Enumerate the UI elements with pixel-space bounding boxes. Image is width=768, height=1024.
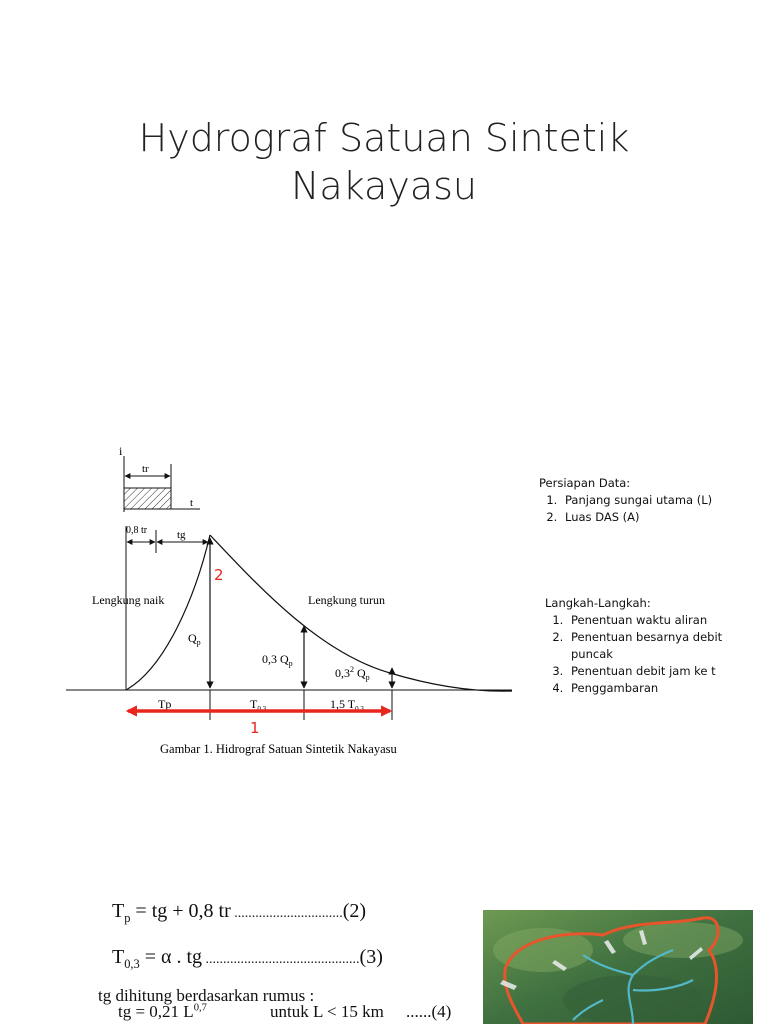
rainfall-block <box>124 488 171 509</box>
rising-limb-label: Lengkung naik <box>92 593 165 607</box>
tr-label: tr <box>142 463 149 475</box>
formula-tg-number: ......(4) <box>406 1002 452 1021</box>
q032-label: $0,3^2$ $Q_p$ <box>335 665 370 682</box>
formula-tp-number: (2) <box>342 900 367 922</box>
rain-t-label: t <box>190 497 194 509</box>
qp-label: $Q_p$ <box>188 631 201 647</box>
segment-t03-label: $T_{0,3}$ <box>250 697 267 713</box>
title-line-2: Nakayasu <box>291 164 477 208</box>
formula-t03 <box>112 946 383 972</box>
steps-list <box>545 612 745 697</box>
preparation-item: 2. Luas DAS (A) <box>561 509 749 526</box>
falling-limb-label: Lengkung turun <box>308 593 385 607</box>
steps-item: 4. Penggambaran <box>567 680 745 697</box>
segment-tp-label: Tp <box>158 697 172 711</box>
preparation-item: 1. Panjang sungai utama (L) <box>561 492 749 509</box>
slide-title <box>84 114 684 210</box>
hydrograph-diagram <box>60 438 520 768</box>
formula-tp <box>112 900 366 926</box>
formula-tg-lhs: tg = 0,21 L <box>118 1002 194 1021</box>
q03-label: 0,3 $Q_p$ <box>262 652 293 668</box>
formula-t03-dots: ............................................ <box>202 952 360 967</box>
formula-note: tg dihitung berdasarkan rumus : <box>98 986 315 1005</box>
steps-item: 3. Penentuan debit jam ke t <box>567 663 745 680</box>
formula-tp-symbol: T <box>112 900 125 922</box>
lag-tg-label: tg <box>177 529 186 541</box>
steps-item: 1. Penentuan waktu aliran <box>567 612 745 629</box>
marker-1: 1 <box>250 719 260 737</box>
steps-notes <box>545 595 745 697</box>
formula-tp-rhs: = tg + 0,8 tr <box>130 900 231 922</box>
formula-tp-sub: p <box>124 911 131 925</box>
formula-t03-sub: 0,3 <box>124 957 140 971</box>
formula-tg-condition: untuk L < 15 km <box>270 1002 384 1021</box>
figure-caption: Gambar 1. Hidrograf Satuan Sintetik Nakayasu <box>160 742 397 756</box>
rising-limb-curve <box>126 535 210 690</box>
steps-heading: Langkah-Langkah: <box>545 596 651 610</box>
steps-item: 2. Penentuan besarnya debit puncak <box>567 629 745 663</box>
marker-2: 2 <box>214 566 224 584</box>
lag-08tr-label: 0,8 tr <box>126 525 148 536</box>
axis-i-label: i <box>119 444 123 458</box>
preparation-notes <box>539 475 749 526</box>
preparation-list <box>539 492 749 526</box>
formula-t03-number: (3) <box>359 946 383 968</box>
formula-t03-rhs: = α . tg <box>139 946 203 968</box>
title-line-1: Hydrograf Satuan Sintetik <box>138 116 630 160</box>
formula-tg-sup: 0,7 <box>193 1002 207 1014</box>
formula-tp-dots: ............................... <box>230 906 343 921</box>
formula-t03-symbol: T <box>112 946 125 968</box>
preparation-heading: Persiapan Data: <box>539 476 631 490</box>
watershed-map-photo <box>483 910 753 1024</box>
watershed-photo-art <box>483 910 753 1024</box>
segment-15t03-label: 1,5 $T_{0,3}$ <box>330 697 364 713</box>
formula-tg <box>118 1002 207 1022</box>
